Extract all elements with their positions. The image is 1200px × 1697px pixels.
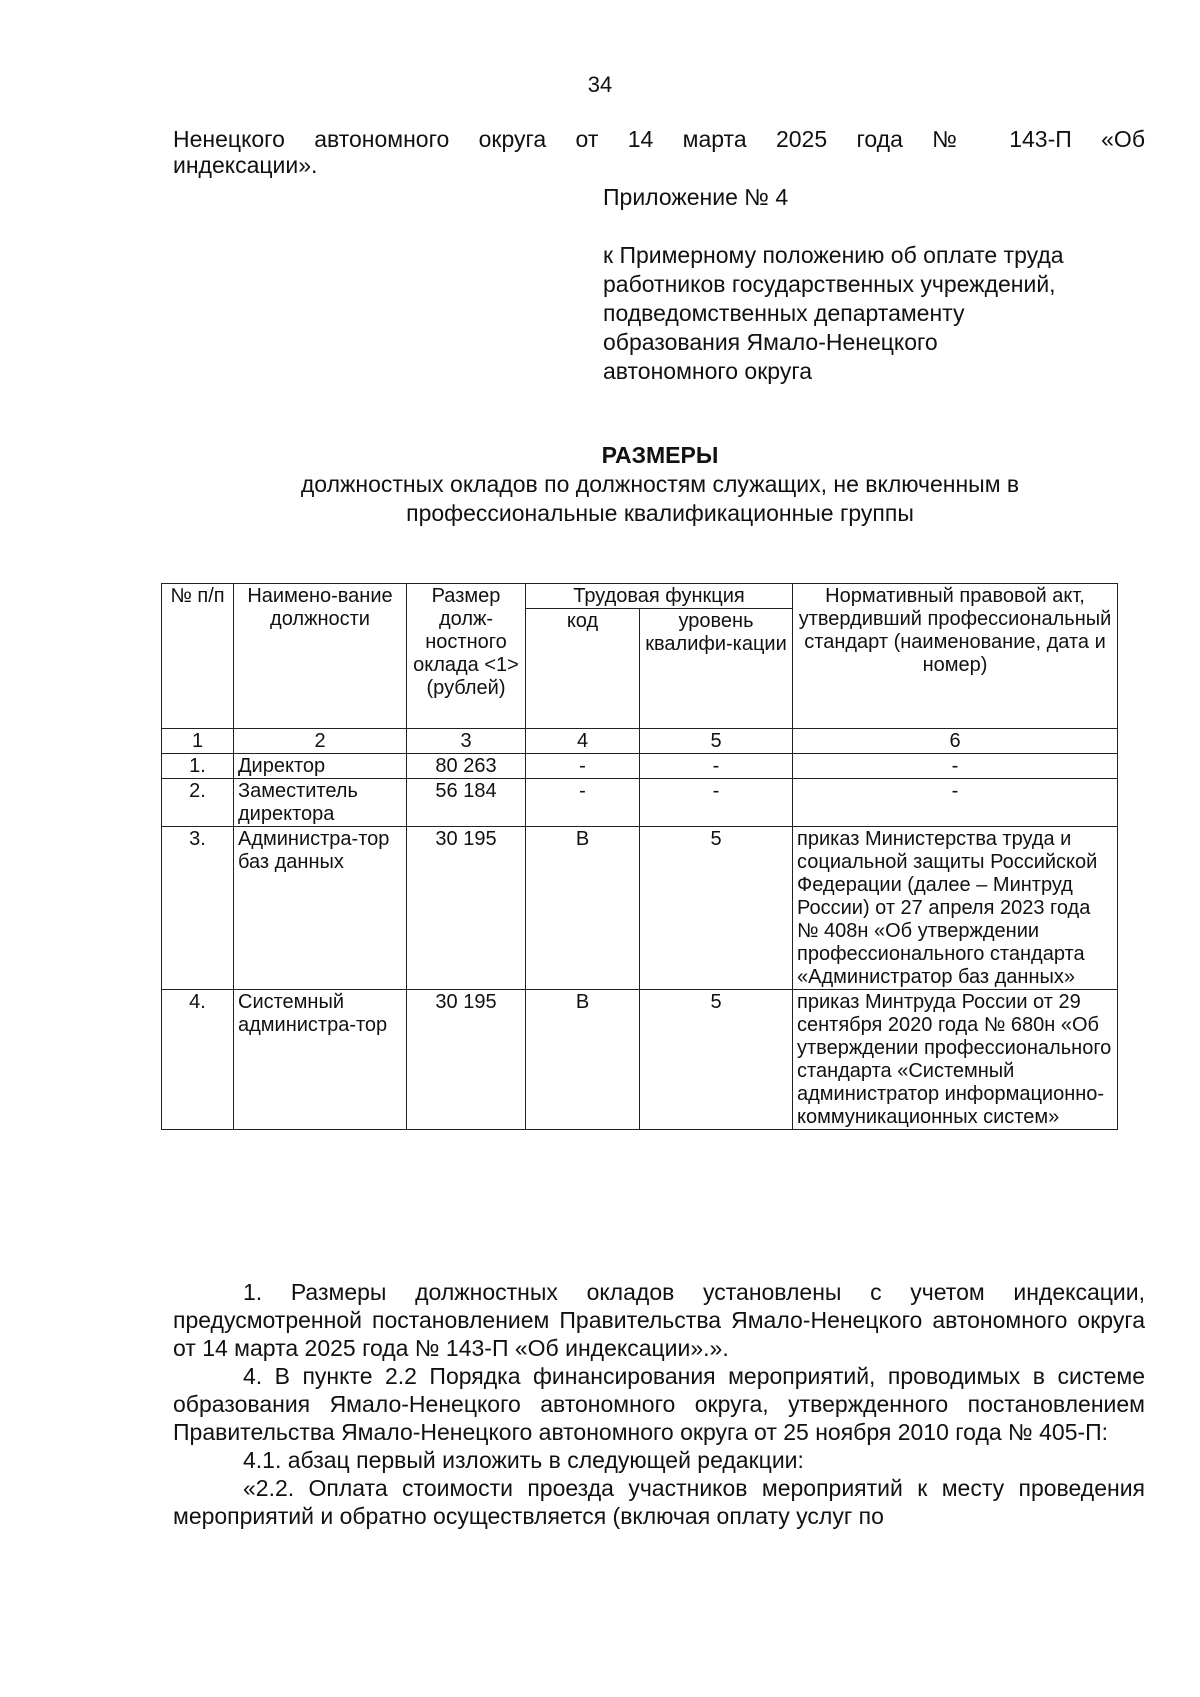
row-num: 4. [162,990,234,1130]
row-legal-act: - [793,754,1118,779]
row-num: 1. [162,754,234,779]
intro-paragraph [173,126,1145,178]
column-number: 1 [162,729,234,754]
row-position: Администра-тор баз данных [234,827,407,990]
intro-line-2: индексации». [173,152,318,178]
appendix-ref-line: к Примерному положению об оплате труда [603,242,1064,268]
row-legal-act: приказ Министерства труда и социальной защиты Российской Федерации (далее – Минтруд России) от 27 апреля 2023 года № 408н «Об утверждении профессионального стандарта «Администратор баз данных» [793,827,1118,990]
row-num: 2. [162,779,234,827]
row-salary: 56 184 [407,779,526,827]
appendix-ref-line: автономного округа [603,358,812,384]
table-row [162,779,1118,827]
row-level: 5 [640,990,793,1130]
column-number: 5 [640,729,793,754]
appendix-ref-line: подведомственных департаменту [603,300,965,326]
row-code: - [526,779,640,827]
column-number: 3 [407,729,526,754]
heading-subtitle-line: профессиональные квалификационные группы [406,500,914,526]
heading-subtitle [230,470,1090,528]
header-code: код [526,609,640,729]
table-row [162,827,1118,990]
row-level: 5 [640,827,793,990]
column-number: 2 [234,729,407,754]
body-paragraph: 1. Размеры должностных окладов установлены с учетом индексации, предусмотренной постановлением Правительства Ямало-Ненецкого автономного округа от 14 марта 2025 года № 143-П «Об индексации».». [173,1279,1145,1361]
row-num: 3. [162,827,234,990]
row-position: Заместитель директора [234,779,407,827]
body-paragraph: «2.2. Оплата стоимости проезда участников мероприятий к месту проведения мероприятий и обратно осуществляется (включая оплату услуг по [173,1475,1145,1529]
row-level: - [640,779,793,827]
header-name: Наимено-вание должности [234,584,407,729]
row-code: - [526,754,640,779]
row-position: Директор [234,754,407,779]
column-number: 4 [526,729,640,754]
table-row [162,754,1118,779]
row-code: В [526,827,640,990]
column-number: 6 [793,729,1118,754]
row-legal-act: приказ Минтруда России от 29 сентября 2020 года № 680н «Об утверждении профессионального стандарта «Системный администратор информационно-коммуникационных систем» [793,990,1118,1130]
row-position: Системный администра-тор [234,990,407,1130]
heading-subtitle-line: должностных окладов по должностям служащих, не включенным в [300,471,1020,497]
intro-line-1: Ненецкого автономного округа от 14 марта 2025 года № 143-П «Об [173,126,1145,152]
header-salary: Размер долж-ностного оклада <1> (рублей) [407,584,526,729]
body-paragraph: 4.1. абзац первый изложить в следующей редакции: [243,1447,804,1473]
header-labor-function: Трудовая функция [526,584,793,609]
table-header-row [162,584,1118,609]
appendix-title: Приложение № 4 [603,184,789,210]
document-heading [0,440,1200,528]
row-code: В [526,990,640,1130]
header-level: уровень квалифи-кации [640,609,793,729]
heading-title: РАЗМЕРЫ [601,442,719,468]
body-paragraph: 4. В пункте 2.2 Порядка финансирования мероприятий, проводимых в системе образования Ямало-Ненецкого автономного округа, утвержденного постановлением Правительства Ямало-Ненецкого автономного округа от 25 ноября 2010 года № 405-П: [173,1363,1145,1445]
row-salary: 30 195 [407,990,526,1130]
header-legal-act: Нормативный правовой акт, утвердивший профессиональный стандарт (наименование, дата и номер) [793,584,1118,729]
appendix-reference [603,241,1163,386]
appendix-ref-line: работников государственных учреждений, [603,271,1056,297]
row-level: - [640,754,793,779]
header-num: № п/п [162,584,234,729]
column-number-row [162,729,1118,754]
salary-table [161,583,1118,1130]
page-number: 34 [587,72,613,97]
table-row [162,990,1118,1130]
row-salary: 30 195 [407,827,526,990]
row-legal-act: - [793,779,1118,827]
row-salary: 80 263 [407,754,526,779]
body-text [173,1278,1145,1530]
appendix-ref-line: образования Ямало-Ненецкого [603,329,938,355]
